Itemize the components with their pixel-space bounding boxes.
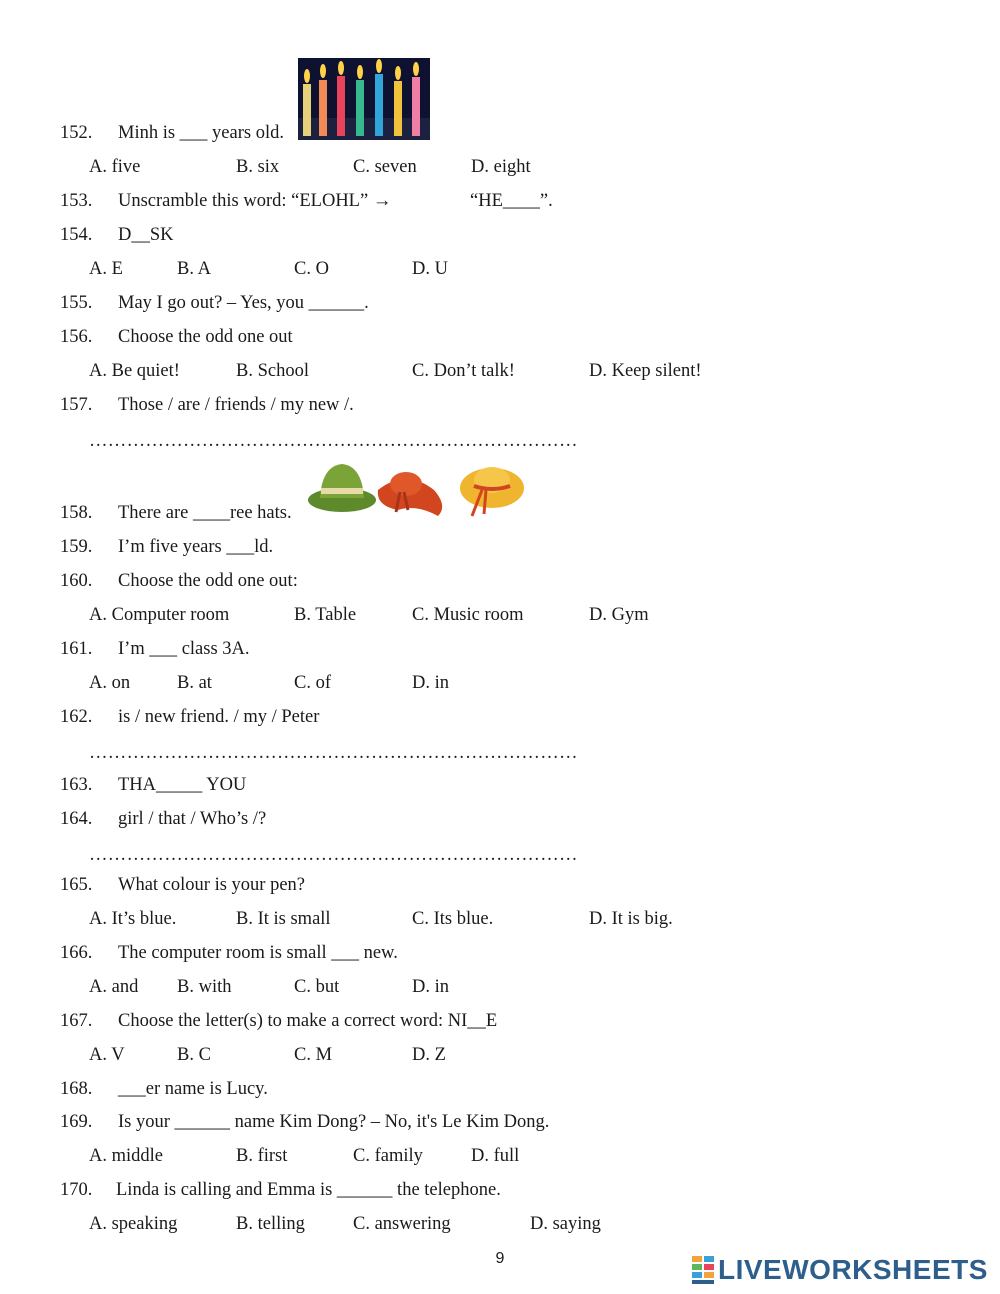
options-165 [0, 902, 1000, 936]
answer-line-164 [0, 838, 1000, 872]
option-c[interactable]: C. O [294, 259, 329, 279]
question-162 [0, 700, 1000, 734]
option-d[interactable]: D. Gym [589, 605, 649, 625]
option-a[interactable]: A. five [89, 157, 141, 177]
question-text: Is your ______ name Kim Dong? – No, it's Le Kim Dong. [118, 1112, 550, 1132]
question-163 [0, 768, 1000, 802]
question-number: 152. [60, 123, 93, 143]
option-b[interactable]: B. at [177, 673, 212, 693]
question-161 [0, 632, 1000, 666]
option-a[interactable]: A. Be quiet! [89, 361, 180, 381]
question-text: Choose the odd one out: [118, 571, 298, 591]
question-169 [0, 1105, 1000, 1139]
question-number: 163. [60, 775, 93, 795]
question-number: 159. [60, 537, 93, 557]
option-b[interactable]: B. six [236, 157, 280, 177]
option-a[interactable]: A. Computer room [89, 605, 230, 625]
question-text: girl / that / Who’s /? [118, 809, 267, 829]
option-c[interactable]: C. Music room [412, 605, 524, 625]
question-text: Those / are / friends / my new /. [118, 395, 354, 415]
answer-line[interactable]: …………………………………………………………………… [89, 743, 578, 763]
question-text: Choose the letter(s) to make a correct word: NI__E [118, 1011, 498, 1031]
question-number: 168. [60, 1079, 93, 1099]
option-d[interactable]: D. in [412, 977, 449, 997]
option-d[interactable]: D. eight [471, 157, 531, 177]
question-160 [0, 564, 1000, 598]
question-number: 170. [60, 1180, 93, 1200]
options-160 [0, 598, 1000, 632]
question-text: I’m five years ___ld. [118, 537, 274, 557]
answer-line[interactable]: …………………………………………………………………… [89, 431, 578, 451]
question-164 [0, 802, 1000, 836]
option-b[interactable]: B. telling [236, 1214, 305, 1234]
question-text: Unscramble this word: “ELOHL” [118, 191, 373, 211]
question-number: 165. [60, 875, 93, 895]
question-text: What colour is your pen? [118, 875, 305, 895]
options-152 [0, 150, 1000, 184]
question-text: ___er name is Lucy. [118, 1079, 268, 1099]
option-a[interactable]: A. middle [89, 1146, 163, 1166]
question-165 [0, 868, 1000, 902]
option-c[interactable]: C. M [294, 1045, 333, 1065]
option-d[interactable]: D. It is big. [589, 909, 673, 929]
question-170 [0, 1173, 1000, 1207]
option-a[interactable]: A. E [89, 259, 123, 279]
option-d[interactable]: D. saying [530, 1214, 601, 1234]
question-number: 160. [60, 571, 93, 591]
question-number: 162. [60, 707, 93, 727]
question-number: 167. [60, 1011, 93, 1031]
question-155 [0, 286, 1000, 320]
option-b[interactable]: B. Table [294, 605, 357, 625]
answer-line-157 [0, 424, 1000, 458]
option-c[interactable]: C. family [353, 1146, 423, 1166]
option-c[interactable]: C. seven [353, 157, 417, 177]
question-167 [0, 1004, 1000, 1038]
option-c[interactable]: C. Its blue. [412, 909, 494, 929]
question-number: 166. [60, 943, 93, 963]
question-number: 164. [60, 809, 93, 829]
question-text: D__SK [118, 225, 174, 245]
question-text: There are ____ree hats. [118, 503, 292, 523]
option-a[interactable]: A. on [89, 673, 131, 693]
option-d[interactable]: D. Keep silent! [589, 361, 702, 381]
question-text: May I go out? – Yes, you ______. [118, 293, 369, 313]
option-d[interactable]: D. Z [412, 1045, 446, 1065]
option-d[interactable]: D. in [412, 673, 449, 693]
options-161 [0, 666, 1000, 700]
question-number: 158. [60, 503, 93, 523]
option-b[interactable]: B. It is small [236, 909, 331, 929]
question-number: 157. [60, 395, 93, 415]
option-d[interactable]: D. U [412, 259, 448, 279]
page-number: 9 [495, 1250, 505, 1267]
option-b[interactable]: B. School [236, 361, 309, 381]
question-number: 154. [60, 225, 93, 245]
options-170 [0, 1207, 1000, 1241]
answer-line[interactable]: …………………………………………………………………… [89, 845, 578, 865]
options-154 [0, 252, 1000, 286]
option-b[interactable]: B. C [177, 1045, 211, 1065]
question-166 [0, 936, 1000, 970]
option-c[interactable]: C. but [294, 977, 340, 997]
question-156 [0, 320, 1000, 354]
option-c[interactable]: C. answering [353, 1214, 451, 1234]
option-c[interactable]: C. of [294, 673, 331, 693]
options-167 [0, 1038, 1000, 1072]
liveworksheets-brand[interactable] [692, 1253, 988, 1287]
question-153 [0, 184, 1000, 218]
question-text: Linda is calling and Emma is ______ the telephone. [116, 1180, 501, 1200]
question-number: 161. [60, 639, 93, 659]
option-c[interactable]: C. Don’t talk! [412, 361, 515, 381]
option-d[interactable]: D. full [471, 1146, 520, 1166]
option-a[interactable]: A. speaking [89, 1214, 178, 1234]
question-text: THA_____ YOU [118, 775, 247, 795]
option-a[interactable]: A. and [89, 977, 139, 997]
question-number: 155. [60, 293, 93, 313]
arrow-right-icon: → [372, 191, 392, 211]
question-number: 169. [60, 1112, 93, 1132]
question-159 [0, 530, 1000, 564]
question-157 [0, 388, 1000, 422]
question-text: Minh is ___ years old. [118, 123, 284, 143]
question-text: The computer room is small ___ new. [118, 943, 398, 963]
question-text: is / new friend. / my / Peter [118, 707, 320, 727]
option-a[interactable]: A. It’s blue. [89, 909, 177, 929]
options-169 [0, 1139, 1000, 1173]
question-number: 153. [60, 191, 93, 211]
hats-image [306, 460, 528, 520]
brand-name: LIVEWORKSHEETS [718, 1254, 988, 1285]
option-a[interactable]: A. V [89, 1045, 125, 1065]
question-text: Choose the odd one out [118, 327, 293, 347]
options-156 [0, 354, 1000, 388]
question-number: 156. [60, 327, 93, 347]
options-166 [0, 970, 1000, 1004]
question-154 [0, 218, 1000, 252]
answer-hint: “HE____”. [470, 191, 553, 211]
question-168 [0, 1072, 1000, 1106]
question-152 [0, 116, 1000, 150]
option-b[interactable]: B. first [236, 1146, 288, 1166]
liveworksheets-logo-icon [692, 1256, 714, 1284]
answer-line-162 [0, 736, 1000, 770]
candles-image [298, 58, 430, 140]
question-text: I’m ___ class 3A. [118, 639, 250, 659]
option-b[interactable]: B. with [177, 977, 232, 997]
option-b[interactable]: B. A [177, 259, 211, 279]
